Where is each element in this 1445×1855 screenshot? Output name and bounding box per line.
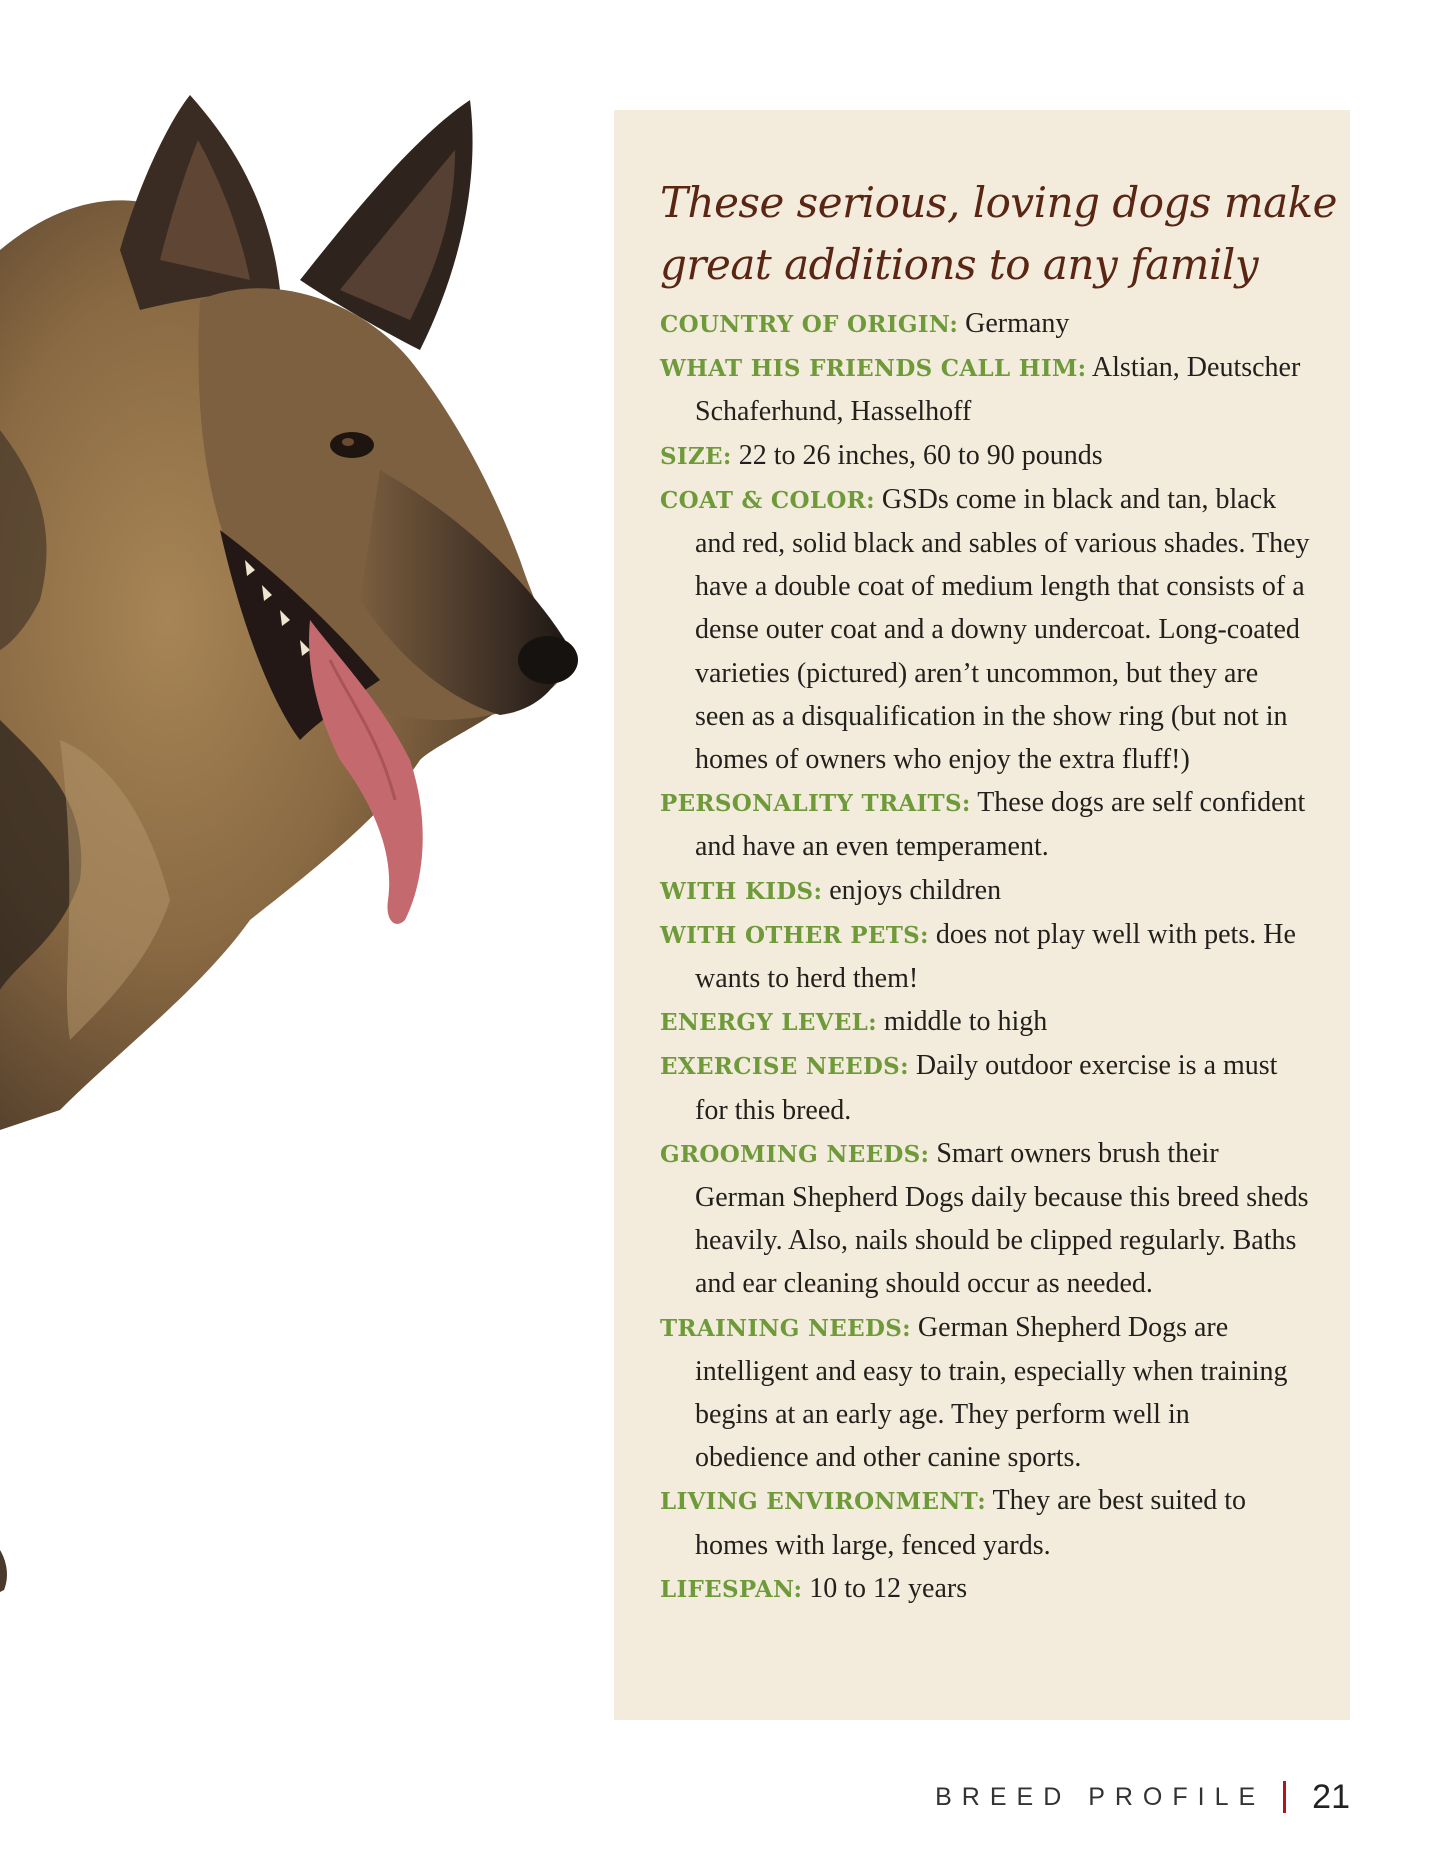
page-footer bbox=[935, 1772, 1350, 1822]
fact-text: does not play well with pets. He wants to herd them! bbox=[695, 918, 1296, 995]
page-number: 21 bbox=[1312, 1777, 1350, 1816]
headline-line-2: great additions to any family bbox=[660, 240, 1259, 289]
fact-label: TRAINING NEEDS: bbox=[660, 1314, 911, 1342]
fact-text: These dogs are self confident and have an even temperament. bbox=[695, 787, 1306, 863]
fact-label: GROOMING NEEDS: bbox=[660, 1140, 930, 1168]
fact-energy-level bbox=[660, 1000, 1310, 1044]
german-shepherd-photo bbox=[0, 0, 600, 1600]
fact-label: EXERCISE NEEDS: bbox=[660, 1053, 909, 1081]
fact-label: PERSONALITY TRAITS: bbox=[660, 790, 971, 818]
fact-label: WHAT HIS FRIENDS CALL HIM: bbox=[660, 355, 1087, 383]
fact-size bbox=[660, 434, 1310, 478]
headline-line-1: These serious, loving dogs make bbox=[660, 178, 1337, 227]
fact-text: Alstian, Deutscher Schaferhund, Hasselhoff bbox=[695, 352, 1301, 428]
section-name: BREED PROFILE bbox=[935, 1782, 1266, 1811]
fact-text: enjoys children bbox=[829, 874, 1002, 906]
fact-label: LIVING ENVIRONMENT: bbox=[660, 1488, 987, 1516]
fact-text: Germany bbox=[965, 308, 1070, 339]
fact-text: middle to high bbox=[883, 1006, 1048, 1038]
fact-with-other-pets bbox=[660, 913, 1310, 1000]
headline bbox=[660, 172, 1337, 296]
breed-profile-box bbox=[614, 110, 1350, 1720]
fact-grooming-needs bbox=[660, 1132, 1310, 1306]
fact-nicknames bbox=[660, 346, 1310, 433]
fact-label: COUNTRY OF ORIGIN: bbox=[660, 311, 959, 338]
fact-label: COAT & COLOR: bbox=[660, 486, 875, 514]
fact-label: WITH OTHER PETS: bbox=[660, 921, 929, 949]
fact-coat-color bbox=[660, 478, 1310, 781]
fact-text: Smart owners brush their German Shepherd Dogs daily because this breed sheds heavily. Also, nails should be clipped regularly. Baths and ear cleaning should occur as needed. bbox=[695, 1137, 1309, 1300]
fact-lifespan bbox=[660, 1567, 1310, 1611]
fact-country-of-origin bbox=[660, 302, 1310, 346]
fact-text: They are best suited to homes with large, fenced yards. bbox=[695, 1485, 1247, 1561]
fact-with-kids bbox=[660, 869, 1310, 913]
fact-label: WITH KIDS: bbox=[660, 877, 823, 905]
fact-label: LIFESPAN: bbox=[660, 1575, 803, 1603]
fact-text: Daily outdoor exercise is a must for this breed. bbox=[695, 1050, 1278, 1126]
fact-label: SIZE: bbox=[660, 442, 732, 470]
facts-list bbox=[660, 302, 1310, 1611]
fact-text: 10 to 12 years bbox=[809, 1572, 968, 1604]
fact-exercise-needs bbox=[660, 1044, 1310, 1131]
fact-personality bbox=[660, 781, 1310, 868]
fact-label: ENERGY LEVEL: bbox=[660, 1009, 877, 1037]
fact-text: GSDs come in black and tan, black and red, solid black and sables of various shades. They have a double coat of medium length that consists of a dense outer coat and a downy undercoat. Long-coated varieties (pictured) aren’t uncommon, but they are seen as a disqualification in the show ring (but not in homes of owners who enjoy the extra fluff!) bbox=[695, 483, 1310, 776]
fact-text: 22 to 26 inches, 60 to 90 pounds bbox=[738, 439, 1103, 471]
footer-divider bbox=[1283, 1781, 1286, 1813]
fact-text: German Shepherd Dogs are intelligent and easy to train, especially when training begins at an early age. They perform well in obedience and other canine sports. bbox=[695, 1311, 1288, 1474]
fact-living-environment bbox=[660, 1479, 1310, 1566]
fact-training-needs bbox=[660, 1306, 1310, 1480]
